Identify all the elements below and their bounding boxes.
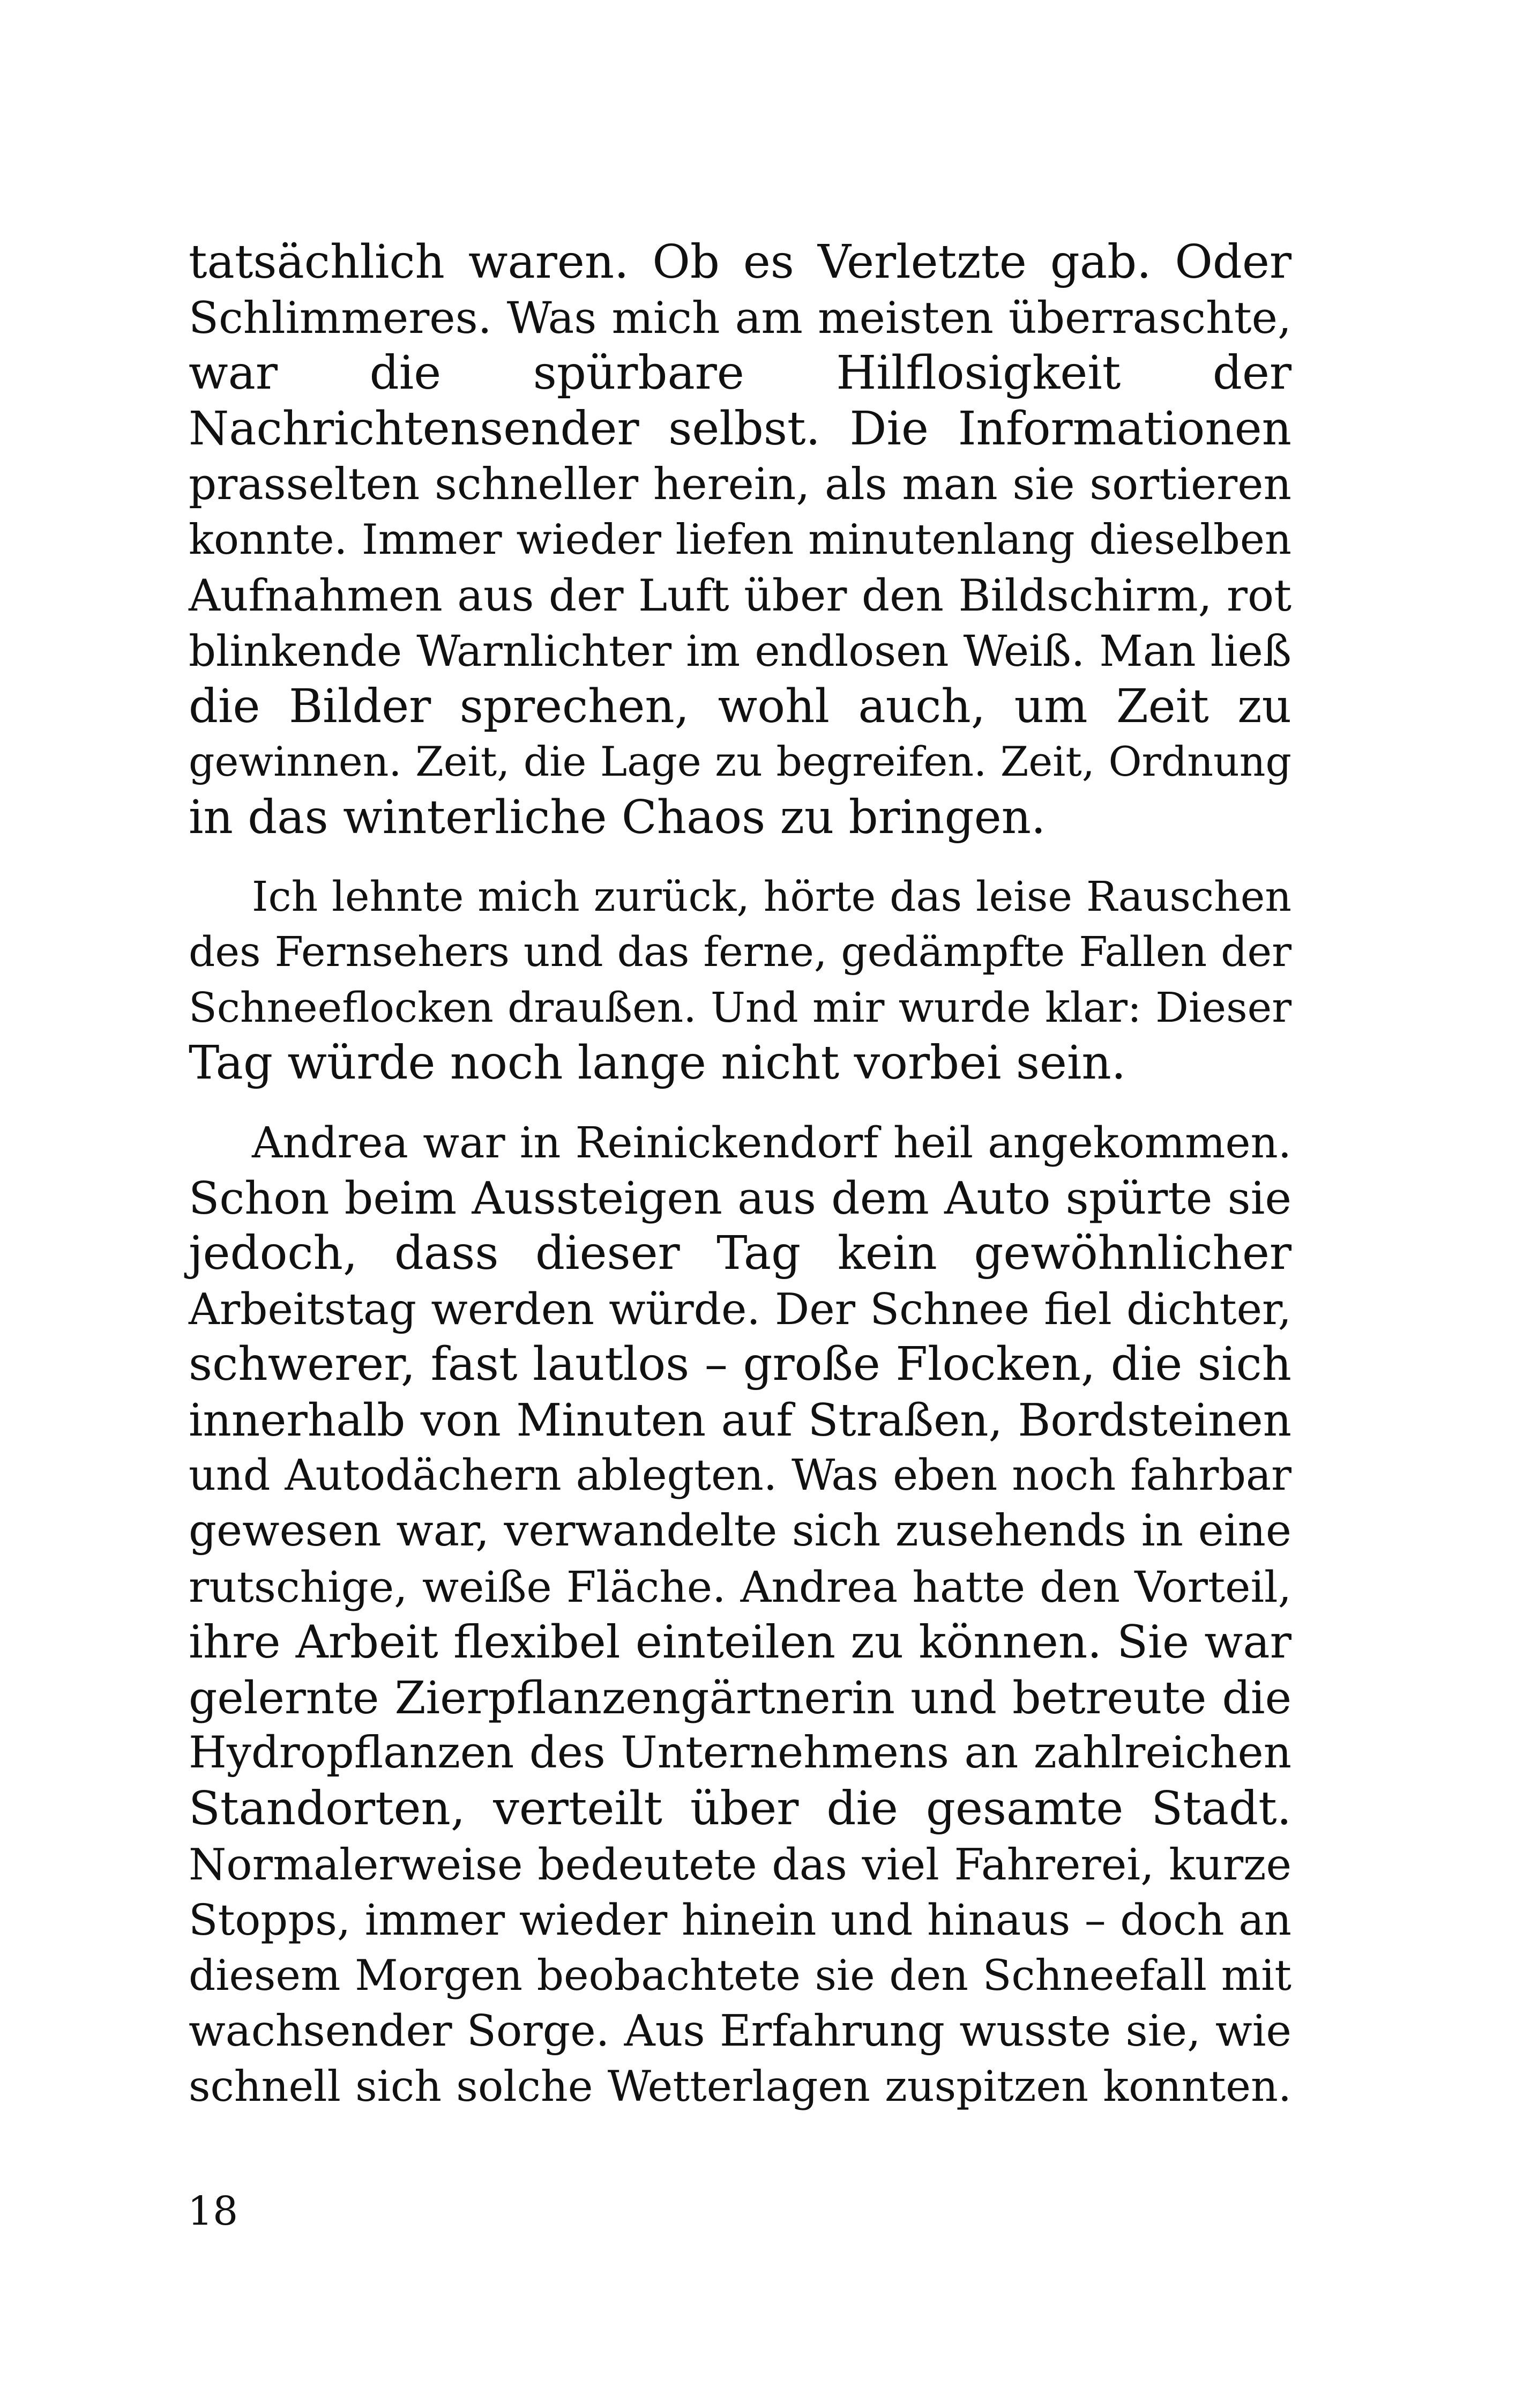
text-line: wachsender Sorge. Aus Erfahrung wusste sie, wie	[189, 2005, 1291, 2056]
text-line: schnell sich solche Wetterlagen zuspitzen konnten.	[189, 2062, 1291, 2111]
text-line: tatsächlich waren. Ob es Verletzte gab. Oder	[189, 235, 1291, 289]
text-line: rutschige, weiße Fläche. Andrea hatte den Vorteil,	[189, 1562, 1291, 1612]
text-line: konnte. Immer wieder liefen minutenlang dieselben	[189, 515, 1291, 564]
body-text	[189, 235, 1291, 2115]
text-line: Arbeitstag werden würde. Der Schnee fiel dichter,	[189, 1284, 1291, 1334]
text-line: Aufnahmen aus der Luft über den Bildschirm, rot	[189, 570, 1291, 621]
text-line: Schlimmeres. Was mich am meisten überraschte,	[189, 292, 1291, 344]
text-line: Andrea war in Reinickendorf heil angekommen.	[252, 1117, 1291, 1168]
text-line: prasselten schneller herein, als man sie sortieren	[189, 459, 1291, 510]
page-number: 18	[188, 2188, 238, 2234]
text-line: Stopps, immer wieder hinein und hinaus – doch an	[189, 1895, 1291, 1945]
text-line: in das winterliche Chaos zu bringen.	[189, 790, 1046, 844]
text-line: Schneeflocken draußen. Und mir wurde klar: Dieser	[189, 984, 1291, 1032]
text-line: Ich lehnte mich zurück, hörte das leise Rauschen	[252, 872, 1291, 921]
text-line: innerhalb von Minuten auf Straßen, Bordsteinen	[189, 1394, 1291, 1446]
text-line: gelernte Zierpflanzengärtnerin und betreute die	[189, 1671, 1291, 1724]
text-line: Schon beim Aussteigen aus dem Auto spürte sie	[189, 1171, 1291, 1224]
text-line: schwerer, fast lautlos – große Flocken, die sich	[189, 1337, 1291, 1392]
text-line: Normalerweise bedeutete das viel Fahrerei, kurze	[189, 1839, 1291, 1890]
text-line: Nachrichtensender selbst. Die Informationen	[189, 402, 1291, 456]
text-line: die Bilder sprechen, wohl auch, um Zeit zu	[189, 679, 1291, 733]
text-line: Tag würde noch lange nicht vorbei sein.	[189, 1036, 1126, 1090]
text-line: war die spürbare Hilflosigkeit der	[189, 346, 1291, 400]
text-line: jedoch, dass dieser Tag kein gewöhnlicher	[189, 1227, 1291, 1281]
paragraph	[189, 235, 1291, 846]
text-line: und Autodächern ablegten. Was eben noch fahrbar	[189, 1451, 1291, 1500]
paragraph-spacer	[189, 846, 1291, 869]
text-line: blinkende Warnlichter im endlosen Weiß. Man ließ	[189, 626, 1291, 677]
text-line: diesem Morgen beobachtete sie den Schneefall mit	[189, 1950, 1291, 2000]
paragraph	[189, 869, 1291, 1091]
text-line: gewesen war, verwandelte sich zusehends in eine	[189, 1506, 1291, 1557]
paragraph-spacer	[189, 1091, 1291, 1115]
text-line: gewinnen. Zeit, die Lage zu begreifen. Zeit, Ordnung	[189, 738, 1291, 786]
text-line: Standorten, verteilt über die gesamte Stadt.	[189, 1782, 1291, 1836]
text-line: des Fernsehers und das ferne, gedämpfte Fallen der	[189, 928, 1291, 977]
paragraph	[189, 1115, 1291, 2115]
text-line: Hydropflanzen des Unternehmens an zahlreichen	[189, 1728, 1291, 1779]
text-line: ihre Arbeit flexibel einteilen zu können. Sie war	[189, 1616, 1291, 1669]
